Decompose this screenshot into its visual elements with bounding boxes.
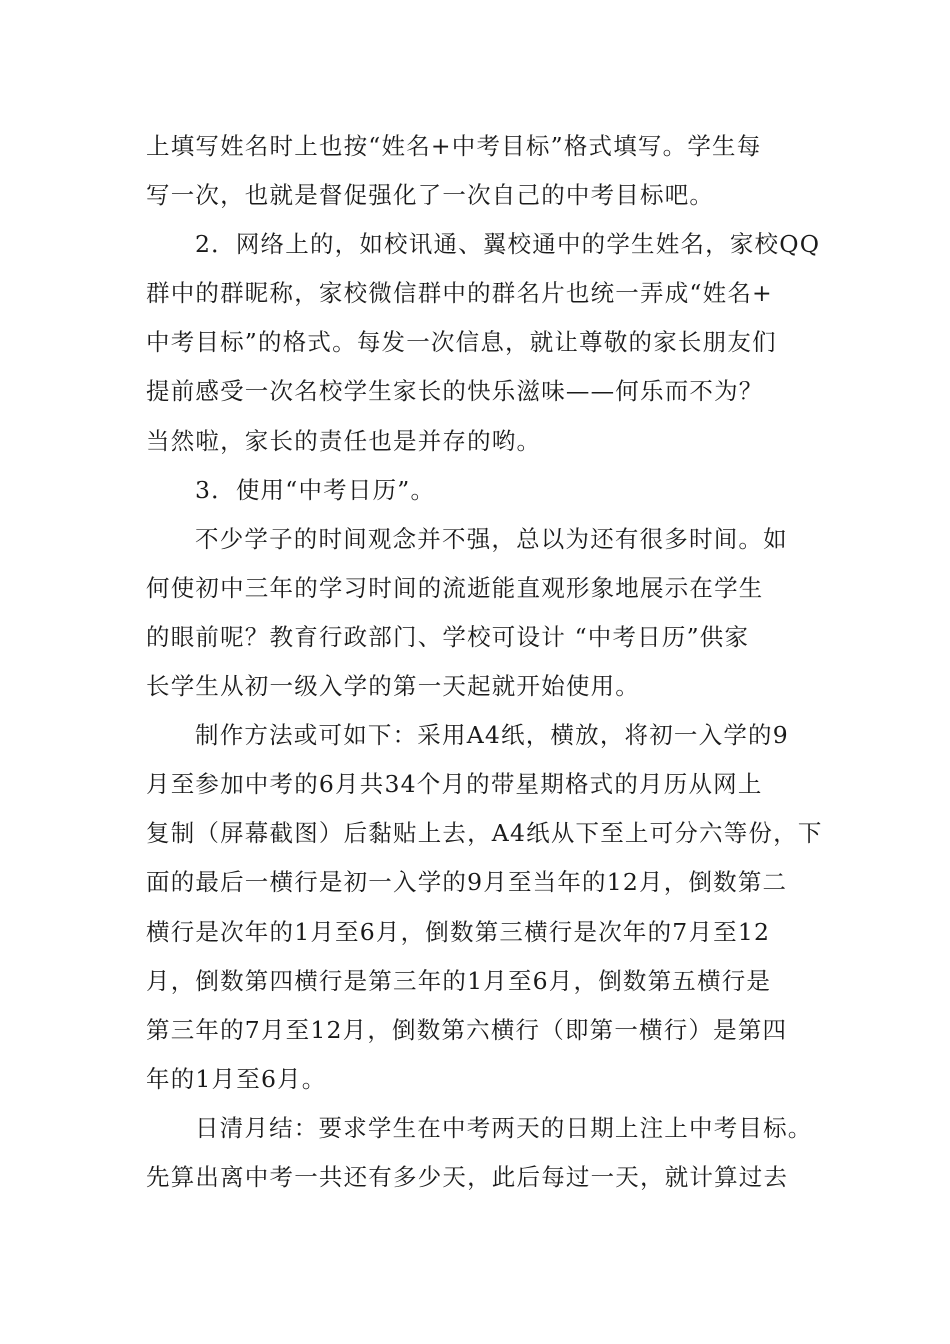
text-line-18: 月，倒数第四横行是第三年的1月至6月，倒数第五横行是: [146, 966, 772, 995]
text-line-16: 面的最后一横行是初一入学的9月至当年的12月，倒数第二: [146, 868, 788, 897]
text-line-20: 年的1月至6月。: [146, 1064, 327, 1093]
text-line-13: 制作方法或可如下：采用A4纸，横放，将初一入学的9: [195, 721, 789, 750]
document-body: [146, 122, 823, 1202]
text-line-22: 先算出离中考一共还有多少天，此后每过一天，就计算过去: [146, 1162, 789, 1191]
text-line-19: 第三年的7月至12月，倒数第六横行（即第一横行）是第四: [146, 1015, 788, 1044]
text-line-21: 日清月结：要求学生在中考两天的日期上注上中考目标。: [195, 1113, 813, 1142]
text-line-14: 月至参加中考的6月共34个月的带星期格式的月历从网上: [146, 770, 763, 799]
text-line-10: 何使初中三年的学习时间的流逝能直观形象地展示在学生: [146, 573, 764, 602]
text-line-8: 3．使用“中考日历”。: [195, 475, 436, 504]
text-line-5: 中考目标”的格式。每发一次信息，就让尊敬的家长朋友们: [146, 328, 777, 357]
text-line-11: 的眼前呢？教育行政部门、学校可设计 “中考日历”供家: [146, 622, 750, 651]
text-line-15: 复制（屏幕截图）后黏贴上去，A4纸从下至上可分六等份，下: [146, 819, 823, 848]
text-line-17: 横行是次年的1月至6月，倒数第三横行是次年的7月至12: [146, 917, 771, 946]
text-line-7: 当然啦，家长的责任也是并存的哟。: [146, 426, 542, 455]
text-line-3: 2．网络上的，如校讯通、翼校通中的学生姓名，家校QQ: [195, 230, 821, 259]
text-line-6: 提前感受一次名校学生家长的快乐滋味——何乐而不为？: [146, 377, 764, 406]
text-line-9: 不少学子的时间观念并不强，总以为还有很多时间。如: [195, 524, 788, 553]
text-line-2: 写一次，也就是督促强化了一次自己的中考目标吧。: [146, 181, 715, 210]
text-line-4: 群中的群昵称，家校微信群中的群名片也统一弄成“姓名+: [146, 279, 773, 308]
text-line-1: 上填写姓名时上也按“姓名+中考目标”格式填写。学生每: [146, 132, 762, 160]
text-line-12: 长学生从初一级入学的第一天起就开始使用。: [146, 672, 640, 701]
